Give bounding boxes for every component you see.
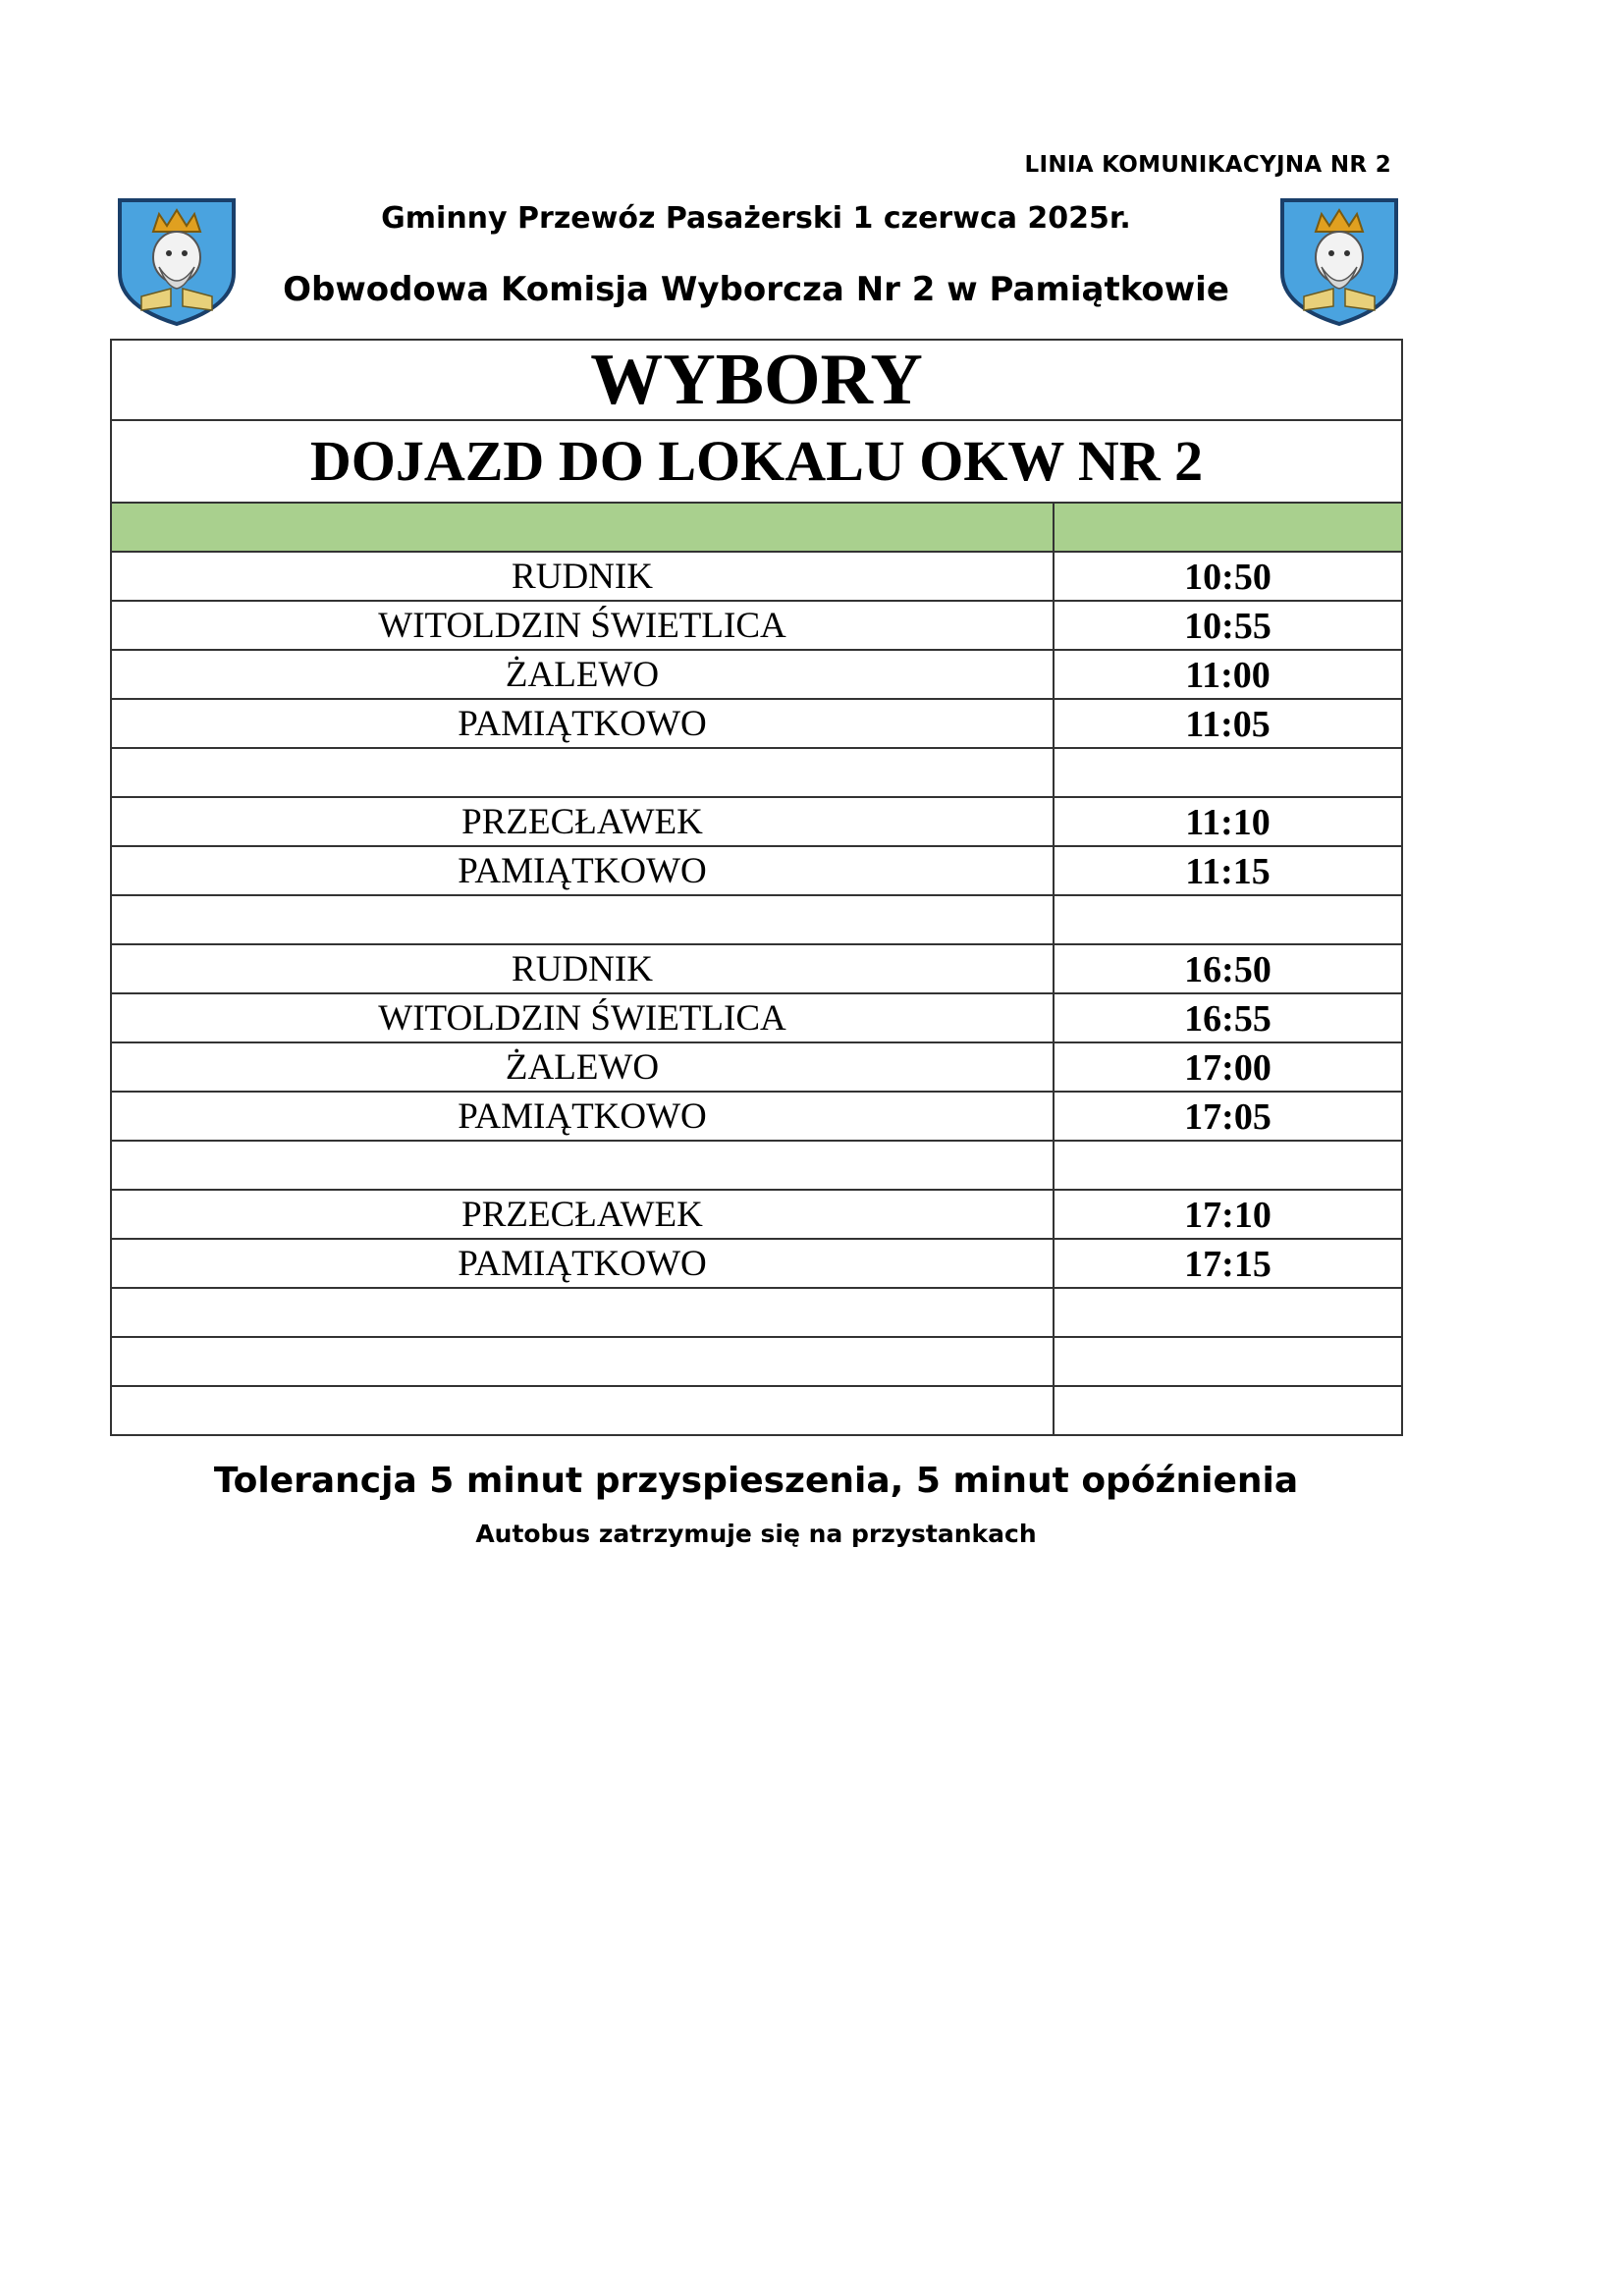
table-row [111,1042,1402,1092]
table-row [111,1092,1402,1141]
stop-name-cell [111,1337,1054,1386]
table-row [111,1141,1402,1190]
departure-time-cell: 11:05 [1054,699,1402,748]
departure-time-cell: 16:55 [1054,993,1402,1042]
stop-name-cell [111,1288,1054,1337]
table-row [111,1337,1402,1386]
stop-name-cell: ŻALEWO [111,650,1054,699]
departure-time-cell [1054,1337,1402,1386]
stop-name-cell: WITOLDZIN ŚWIETLICA [111,601,1054,650]
table-row [111,1190,1402,1239]
tolerance-note: Tolerancja 5 minut przyspieszenia, 5 minut opóźnienia [213,1461,1299,1501]
table-row [111,699,1402,748]
departure-time-cell: 11:10 [1054,797,1402,846]
transport-subtitle: Gminny Przewóz Pasażerski 1 czerwca 2025r. [381,201,1131,236]
bus-stop-note: Autobus zatrzymuje się na przystankach [475,1520,1037,1548]
stop-name-cell: PRZECŁAWEK [111,797,1054,846]
table-row [111,993,1402,1042]
table-row [111,1386,1402,1435]
departure-time-cell: 11:00 [1054,650,1402,699]
stop-name-cell [111,748,1054,797]
schedule-table [110,339,1403,1436]
departure-time-cell: 16:50 [1054,944,1402,993]
departure-time-cell: 17:05 [1054,1092,1402,1141]
table-row [111,895,1402,944]
header-cell-time [1054,503,1402,552]
departure-time-cell [1054,1141,1402,1190]
departure-time-cell: 11:15 [1054,846,1402,895]
stop-name-cell: RUDNIK [111,944,1054,993]
stop-name-cell: PAMIĄTKOWO [111,1092,1054,1141]
table-row [111,846,1402,895]
table-row [111,748,1402,797]
table-row [111,1239,1402,1288]
stop-name-cell: PAMIĄTKOWO [111,1239,1054,1288]
departure-time-cell [1054,1288,1402,1337]
stop-name-cell [111,895,1054,944]
departure-time-cell [1054,895,1402,944]
stop-name-cell [111,1141,1054,1190]
departure-time-cell [1054,748,1402,797]
line-number-label: LINIA KOMUNIKACYJNA NR 2 [1024,152,1391,178]
table-subtitle: DOJAZD DO LOKALU OKW NR 2 [111,420,1402,503]
departure-time-cell: 17:10 [1054,1190,1402,1239]
departure-time-cell: 17:00 [1054,1042,1402,1092]
table-row [111,650,1402,699]
commission-title: Obwodowa Komisja Wyborcza Nr 2 w Pamiątkowie [283,270,1229,309]
table-row [111,944,1402,993]
table-row [111,601,1402,650]
stop-name-cell: ŻALEWO [111,1042,1054,1092]
departure-time-cell: 10:50 [1054,552,1402,601]
table-row [111,552,1402,601]
table-row [111,797,1402,846]
table-title: WYBORY [111,340,1402,420]
stop-name-cell: PAMIĄTKOWO [111,846,1054,895]
stop-name-cell [111,1386,1054,1435]
stop-name-cell: PAMIĄTKOWO [111,699,1054,748]
table-row [111,1288,1402,1337]
stop-name-cell: WITOLDZIN ŚWIETLICA [111,993,1054,1042]
departure-time-cell [1054,1386,1402,1435]
header-cell-stop [111,503,1054,552]
departure-time-cell: 17:15 [1054,1239,1402,1288]
departure-time-cell: 10:55 [1054,601,1402,650]
stop-name-cell: PRZECŁAWEK [111,1190,1054,1239]
stop-name-cell: RUDNIK [111,552,1054,601]
